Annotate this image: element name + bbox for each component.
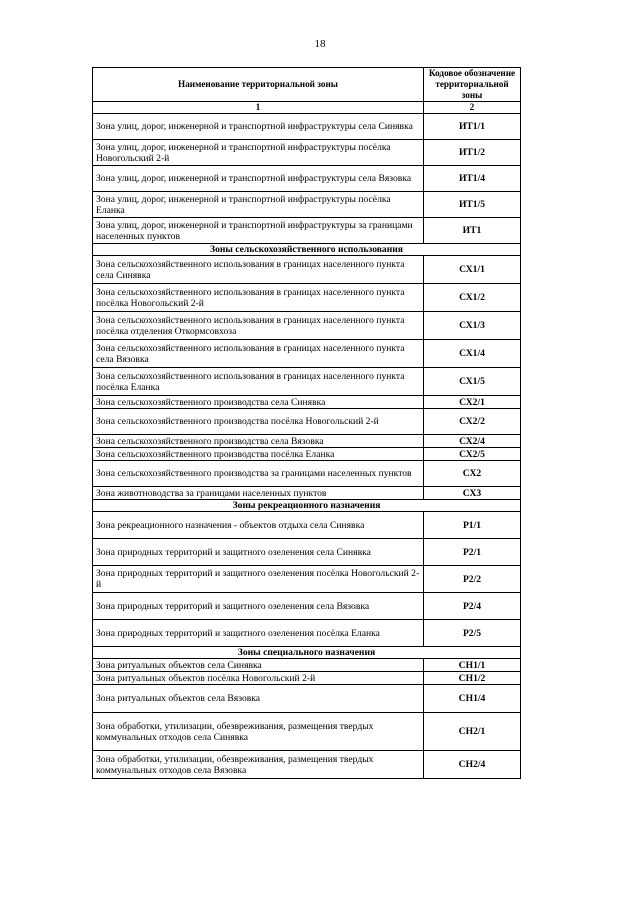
table-row <box>93 396 521 409</box>
table-row <box>93 284 521 312</box>
zone-code: ИТ1/1 <box>424 114 521 140</box>
zone-name: Зона природных территорий и защитного озеленения села Вязовка <box>93 593 424 620</box>
zone-name: Зона улиц, дорог, инженерной и транспортной инфраструктуры села Синявка <box>93 114 424 140</box>
zone-code: ИТ1/4 <box>424 166 521 192</box>
zone-name: Зона природных территорий и защитного озеленения села Синявка <box>93 539 424 566</box>
zone-name: Зона улиц, дорог, инженерной и транспортной инфраструктуры села Вязовка <box>93 166 424 192</box>
zone-code: ИТ1/2 <box>424 140 521 166</box>
table-row <box>93 192 521 218</box>
zone-name: Зона сельскохозяйственного производства села Синявка <box>93 396 424 409</box>
zone-code: СХ2/1 <box>424 396 521 409</box>
table-row <box>93 713 521 751</box>
table-row <box>93 312 521 340</box>
zone-code: СХ1/5 <box>424 368 521 396</box>
table-body <box>93 114 521 779</box>
table-row <box>93 685 521 713</box>
table-row <box>93 218 521 244</box>
zone-name: Зона улиц, дорог, инженерной и транспортной инфраструктуры посёлка Новогольский 2-й <box>93 140 424 166</box>
zone-name: Зона улиц, дорог, инженерной и транспортной инфраструктуры посёлка Еланка <box>93 192 424 218</box>
zone-code: СХ1/4 <box>424 340 521 368</box>
table-row <box>93 620 521 647</box>
table-row <box>93 340 521 368</box>
table-row <box>93 256 521 284</box>
table-row <box>93 448 521 461</box>
zone-name: Зона природных территорий и защитного озеленения посёлка Новогольский 2-й <box>93 566 424 593</box>
table-row <box>93 566 521 593</box>
zone-name: Зона обработки, утилизации, обезвреживания, размещения твердых коммунальных отходов села Синявка <box>93 713 424 751</box>
zone-code: СХ2/4 <box>424 435 521 448</box>
zone-name: Зона улиц, дорог, инженерной и транспортной инфраструктуры за границами населенных пунктов <box>93 218 424 244</box>
zone-name: Зона сельскохозяйственного производства посёлка Новогольский 2-й <box>93 409 424 435</box>
section-title: Зоны сельскохозяйственного использования <box>93 244 521 256</box>
table-row <box>93 487 521 500</box>
table-row <box>93 659 521 672</box>
column-number: 2 <box>424 102 521 114</box>
zone-code: СН2/4 <box>424 751 521 779</box>
zone-name: Зона рекреационного назначения - объектов отдыха села Синявка <box>93 512 424 539</box>
zone-code: ИТ1 <box>424 218 521 244</box>
zone-code: СН1/4 <box>424 685 521 713</box>
zone-code: Р2/2 <box>424 566 521 593</box>
table-row <box>93 140 521 166</box>
zone-code: СХ2/5 <box>424 448 521 461</box>
column-number: 1 <box>93 102 424 114</box>
zone-code: ИТ1/5 <box>424 192 521 218</box>
zone-code: Р2/4 <box>424 593 521 620</box>
zone-name: Зона сельскохозяйственного использования в границах населенного пункта села Вязовка <box>93 340 424 368</box>
table-row <box>93 461 521 487</box>
section-header-row <box>93 500 521 512</box>
zone-name: Зона ритуальных объектов посёлка Новогольский 2-й <box>93 672 424 685</box>
zone-code: СН1/2 <box>424 672 521 685</box>
table-row <box>93 409 521 435</box>
header-zone-name: Наименование территориальной зоны <box>93 68 424 102</box>
zone-code: СН1/1 <box>424 659 521 672</box>
zone-name: Зона животноводства за границами населенных пунктов <box>93 487 424 500</box>
zone-code: СХ2 <box>424 461 521 487</box>
zone-name: Зона сельскохозяйственного использования в границах населенного пункта посёлка Еланка <box>93 368 424 396</box>
zone-name: Зона природных территорий и защитного озеленения посёлка Еланка <box>93 620 424 647</box>
section-title: Зоны специального назначения <box>93 647 521 659</box>
table-row <box>93 114 521 140</box>
table-row <box>93 368 521 396</box>
header-zone-code: Кодовое обозначение территориальной зоны <box>424 68 521 102</box>
section-title: Зоны рекреационного назначения <box>93 500 521 512</box>
zone-code: СХ3 <box>424 487 521 500</box>
table-row <box>93 751 521 779</box>
zone-code: СХ1/1 <box>424 256 521 284</box>
table-row <box>93 593 521 620</box>
zone-name: Зона сельскохозяйственного производства за границами населенных пунктов <box>93 461 424 487</box>
zone-code: СХ1/2 <box>424 284 521 312</box>
page-number: 18 <box>314 38 326 50</box>
section-header-row <box>93 647 521 659</box>
table-row <box>93 166 521 192</box>
column-number-row <box>93 102 521 114</box>
zone-code: СН2/1 <box>424 713 521 751</box>
zone-name: Зона ритуальных объектов села Вязовка <box>93 685 424 713</box>
section-header-row <box>93 244 521 256</box>
table-row <box>93 539 521 566</box>
zone-code: Р2/1 <box>424 539 521 566</box>
zone-code: Р2/5 <box>424 620 521 647</box>
zone-code: Р1/1 <box>424 512 521 539</box>
zone-name: Зона сельскохозяйственного использования в границах населенного пункта посёлка Новогольский 2-й <box>93 284 424 312</box>
zone-code: СХ1/3 <box>424 312 521 340</box>
zone-code: СХ2/2 <box>424 409 521 435</box>
zone-name: Зона сельскохозяйственного производства посёлка Еланка <box>93 448 424 461</box>
territorial-zones-table <box>92 67 521 779</box>
zone-name: Зона сельскохозяйственного использования в границах населенного пункта села Синявка <box>93 256 424 284</box>
table-row <box>93 435 521 448</box>
zone-name: Зона ритуальных объектов села Синявка <box>93 659 424 672</box>
table-row <box>93 512 521 539</box>
zone-name: Зона сельскохозяйственного использования в границах населенного пункта посёлка отделения Откормсовхоза <box>93 312 424 340</box>
table-row <box>93 672 521 685</box>
zone-name: Зона обработки, утилизации, обезвреживания, размещения твердых коммунальных отходов села Вязовка <box>93 751 424 779</box>
zone-name: Зона сельскохозяйственного производства села Вязовка <box>93 435 424 448</box>
table-header-row <box>93 68 521 102</box>
